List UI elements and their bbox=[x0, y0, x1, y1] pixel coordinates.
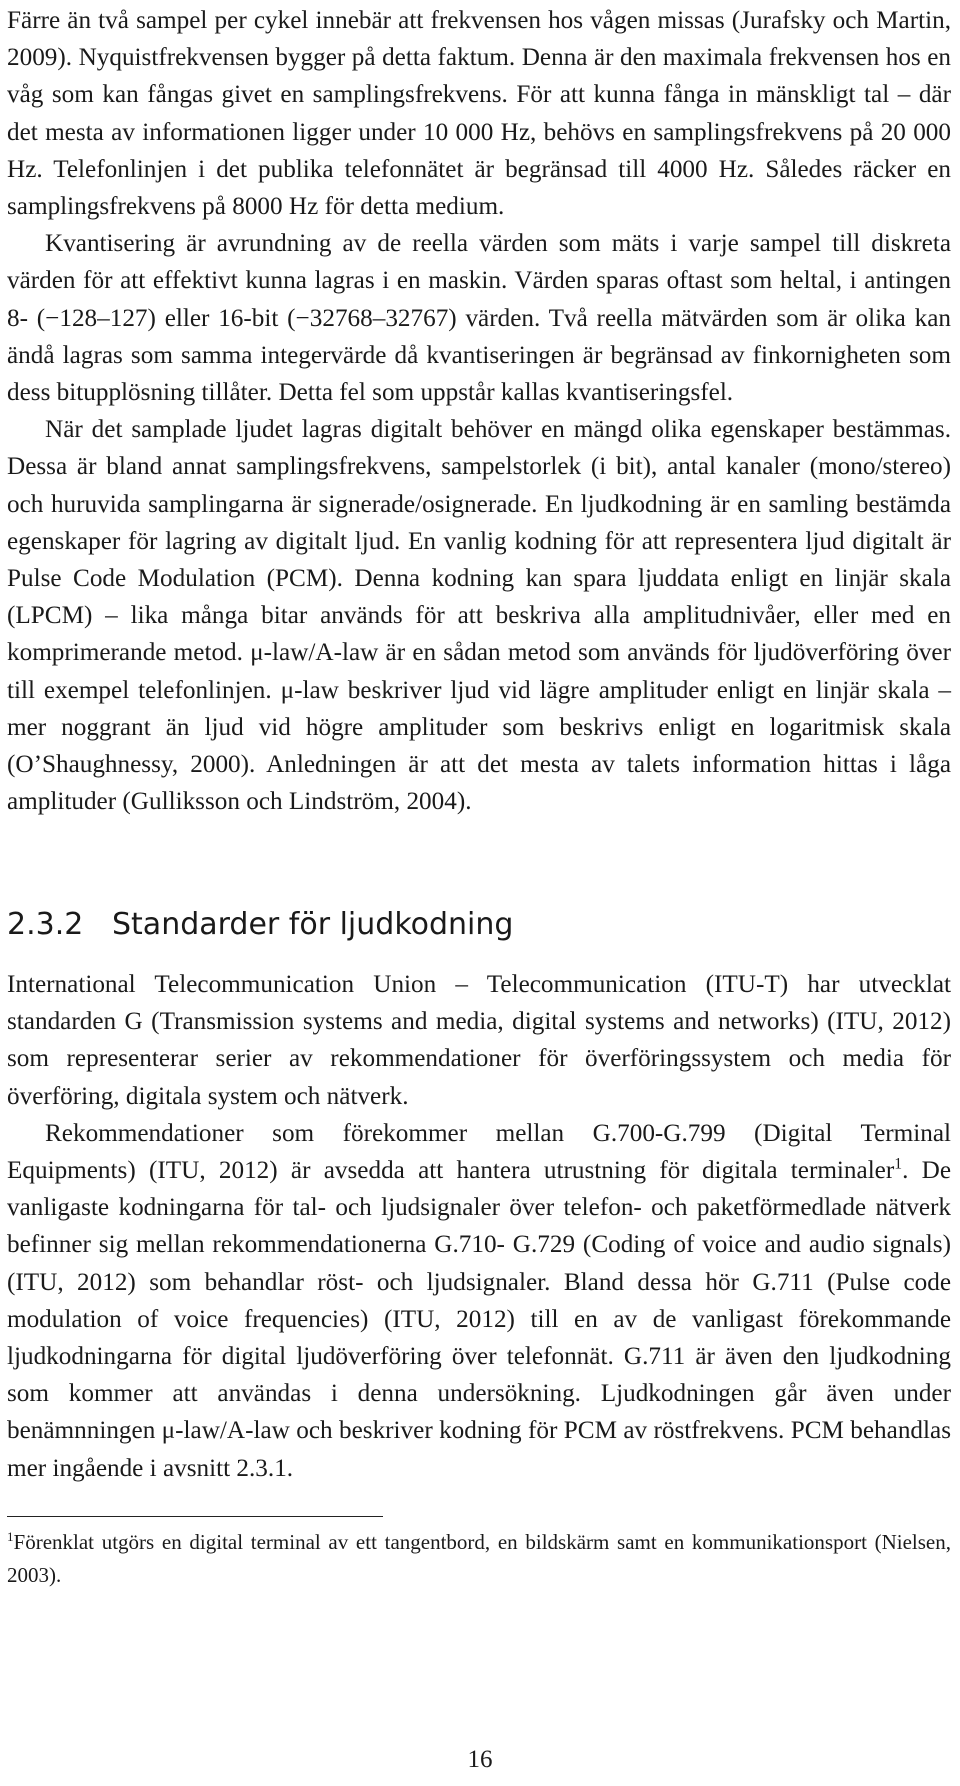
paragraph-g700-recommendations bbox=[7, 1115, 951, 1487]
section-title: Standarder för ljudkodning bbox=[112, 907, 514, 942]
paragraph-audio-encoding: När det samplade ljudet lagras digitalt behöver en mängd olika egenskaper bestämmas. Dessa är bland annat samplingsfrekvens, sampelstorlek (i bit), antal kanaler (mono/stereo) och huruvida samplingarna är signerade/osignerade. En ljudkodning är en samling bestämda egenskaper för lagring av digitalt ljud. En vanlig kodning för att representera ljud digitalt är Pulse Code Modulation (PCM). Denna kodning kan spara ljuddata enligt en linjär skala (LPCM) – lika många bitar används för att beskriva alla amplitudnivåer, eller med en komprimerande metod. μ-law/A-law är en sådan metod som används för ljudöverföring över till exempel telefonlinjen. μ-law beskriver ljud vid lägre amplituder enligt en linjär skala – mer noggrant än ljud vid högre amplituder som beskrivs enligt en logaritmisk skala (O’Shaughnessy, 2000). Anledningen är att det mesta av talets information hittas i låga amplituder (Gulliksson och Lindström, 2004). bbox=[7, 416, 951, 816]
footnote-marker: 1 bbox=[7, 1528, 14, 1544]
section-body bbox=[7, 966, 951, 1487]
page-body-top bbox=[7, 2, 951, 820]
footnote bbox=[7, 1526, 951, 1592]
paragraph-g700-text-end: . De vanligaste kodningarna för tal- och ljudsignaler över telefon- och paketförmedlade nätverk befinner sig mellan rekommendationerna G.710- G.729 (Coding of voice and audio signals) (ITU, 2012) som behandlar röst- och ljudsignaler. Bland dessa hör G.711 (Pulse code modulation of voice frequencies) (ITU, 2012) till en av de vanligast förekommande ljudkodningarna för digital ljudöverföring över telefonnät. G.711 är även den ljudkodning som kommer att användas i denna undersökning. Ljudkodningen går även under benämnningen μ-law/A-law och beskriver kodning för PCM av röstfrekvens. PCM behandlas mer ingående i avsnitt 2.3.1. bbox=[7, 1157, 952, 1482]
paragraph-itu-standard: International Telecommunication Union – Telecommunication (ITU-T) har utvecklat standarden G (Transmission systems and media, digital systems and networks) (ITU, 2012) som representerar serier av rekommendationer för överföringssystem och media för överföring, digitala system och nätverk. bbox=[7, 971, 951, 1110]
page-number: 16 bbox=[467, 1746, 493, 1773]
paragraph-quantization: Kvantisering är avrundning av de reella värden som mäts i varje sampel till diskreta värden för att effektivt kunna lagras i en maskin. Värden sparas oftast som heltal, i antingen 8- (−128–127) eller 16-bit (−32768–32767) värden. Två reella mätvärden som är olika kan ändå lagras som samma integervärde då kvantiseringen är begränsad av finkornigheten som dess bitupplösning tillåter. Detta fel som uppstår kallas kvantiseringsfel. bbox=[7, 230, 951, 407]
paragraph-g700-text-start: Rekommendationer som förekommer mellan G.700-G.799 (Digital Terminal Equipments) (ITU, 2012) är avsedda att hantera utrustning för digitala terminaler bbox=[7, 1119, 951, 1185]
section-heading bbox=[7, 905, 513, 945]
footnote-divider bbox=[7, 1516, 383, 1517]
paragraph-sampling: Färre än två sampel per cykel innebär att frekvensen hos vågen missas (Jurafsky och Martin, 2009). Nyquistfrekvensen bygger på detta faktum. Denna är den maximala frekvensen hos en våg som kan fångas givet en samplingsfrekvens. För att kunna fånga in mänskligt tal – där det mesta av informationen ligger under 10 000 Hz, behövs en samplingsfrekvens på 20 000 Hz. Telefonlinjen i det publika telefonnätet är begränsad till 4000 Hz. Således räcker en samplingsfrekvens på 8000 Hz för detta medium. bbox=[7, 7, 951, 221]
section-number: 2.3.2 bbox=[7, 907, 84, 942]
footnote-reference[interactable]: 1 bbox=[894, 1155, 903, 1173]
footnote-text: Förenklat utgörs en digital terminal av ett tangentbord, en bildskärm samt en kommunikationsport (Nielsen, 2003). bbox=[7, 1530, 951, 1587]
